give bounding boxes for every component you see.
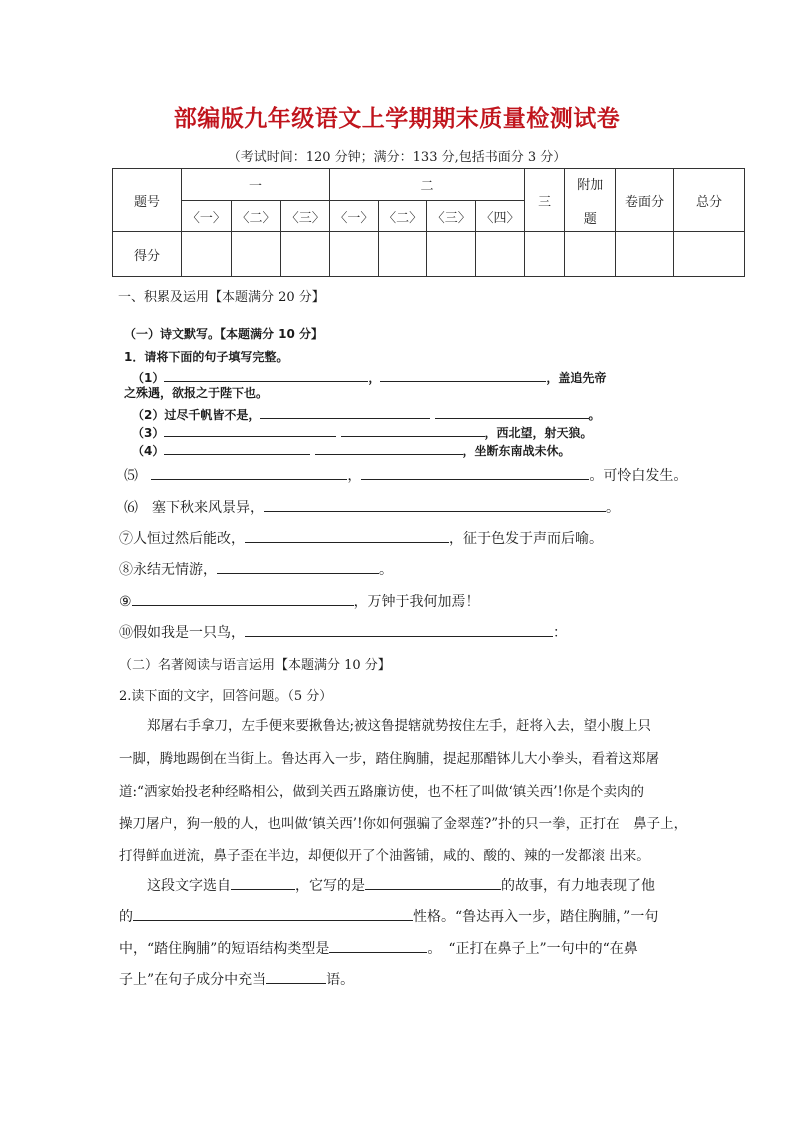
recite-line-7: ⑦人恒过然后能改， ，征于色发于声而后喻。 — [119, 527, 603, 548]
score-cell[interactable] — [281, 232, 330, 277]
question-one-prompt: 1．请将下面的句子填写完整。 — [124, 350, 289, 364]
answer-blank[interactable] — [315, 439, 463, 455]
score-cell[interactable] — [673, 232, 744, 277]
sub-header: 〈一〉 — [181, 201, 231, 232]
score-cell[interactable] — [330, 232, 379, 277]
score-cell[interactable] — [616, 232, 674, 277]
answer-blank[interactable] — [260, 403, 430, 419]
header-question-no: 题号 — [113, 169, 182, 232]
answer-blank[interactable] — [164, 439, 310, 455]
score-cell[interactable] — [524, 232, 565, 277]
page-title: 部编版九年级语文上学期期末质量检测试卷 — [173, 106, 621, 132]
answer-blank[interactable] — [164, 421, 336, 437]
score-cell[interactable] — [231, 232, 281, 277]
exam-info: （考试时间：120 分钟；满分：133 分,包括书面分 3 分） — [227, 150, 567, 165]
answer-blank[interactable] — [132, 590, 354, 606]
answer-blank[interactable] — [231, 874, 295, 890]
answer-blank[interactable] — [365, 874, 501, 890]
answer-blank[interactable] — [266, 968, 326, 984]
answer-blank[interactable] — [341, 421, 485, 437]
score-cell[interactable] — [427, 232, 476, 277]
sub-header: 〈三〉 — [281, 201, 330, 232]
passage-line: 一脚，腾地踢倒在当街上。鲁达再入一步，踏住胸脯，提起那醋钵儿大小拳头，看着这郑屠 — [119, 751, 659, 767]
passage-line: 郑屠右手拿刀，左手便来要揪鲁达;被这鲁提辖就势按住左手，赶将入去，望小腹上只 — [147, 718, 652, 734]
sub-header: 〈一〉 — [330, 201, 379, 232]
recite-line-1-cont: 之殊遇，欲报之于陛下也。 — [124, 386, 269, 400]
answer-blank[interactable] — [435, 403, 589, 419]
row-label-score: 得分 — [113, 232, 182, 277]
header-part-three: 三 — [524, 169, 565, 232]
recite-line-5: ⑸ ， 。可怜白发生。 — [124, 464, 687, 485]
part-two-heading: （二）名著阅读与语言运用【本题满分 10 分】 — [119, 658, 391, 673]
header-neatness: 卷面分 — [616, 169, 674, 232]
recite-line-2: （2）过尽千帆皆不是， 。 — [132, 403, 601, 423]
score-table — [112, 168, 745, 277]
recite-line-9: ⑨ ，万钟于我何加焉！ — [119, 590, 480, 611]
header-total: 总分 — [673, 169, 744, 232]
recite-line-1: （1） ， ，盖追先帝 — [132, 366, 606, 386]
score-cell[interactable] — [378, 232, 427, 277]
question-line-a: 这段文字选自 ，它写的是 的故事，有力地表现了他 — [147, 874, 655, 895]
answer-blank[interactable] — [329, 937, 427, 953]
question-line-b: 的 性格。“鲁达再入一步，踏住胸脯，”一句 — [119, 905, 658, 926]
part-one-heading: （一）诗文默写。【本题满分 10 分】 — [124, 327, 324, 341]
answer-blank[interactable] — [151, 464, 347, 480]
recite-line-6: ⑹ 塞下秋来风景异， 。 — [124, 496, 620, 517]
question-line-d: 子上”在句子成分中充当 语。 — [119, 968, 354, 989]
passage-line: 打得鲜血迸流，鼻子歪在半边，却便似开了个油酱铺，咸的、酸的、辣的一发都滚 出来。 — [119, 848, 650, 864]
passage-line: 操刀屠户，狗一般的人，也叫做‘镇关西’!你如何强骗了金翠莲?”扑的只一拳，正打在 鼻子上， — [119, 816, 688, 832]
recite-line-8: ⑧永结无情游， 。 — [119, 558, 393, 579]
sub-header: 〈二〉 — [231, 201, 281, 232]
recite-line-4: （4） ，坐断东南战未休。 — [132, 439, 571, 459]
score-cell[interactable] — [565, 232, 616, 277]
score-cell[interactable] — [476, 232, 525, 277]
sub-header: 〈三〉 — [427, 201, 476, 232]
answer-blank[interactable] — [245, 527, 449, 543]
header-bonus: 附加 题 — [565, 169, 616, 232]
answer-blank[interactable] — [245, 621, 553, 637]
sub-header: 〈二〉 — [378, 201, 427, 232]
passage-line: 道:“洒家始投老种经略相公，做到关西五路廉访使，也不枉了叫做‘镇关西’!你是个卖肉的 — [119, 784, 644, 800]
recite-line-3: （3） ，西北望，射天狼。 — [132, 421, 593, 441]
answer-blank[interactable] — [217, 558, 379, 574]
header-part-two: 二 — [330, 169, 525, 201]
section-one-heading: 一、积累及运用【本题满分 20 分】 — [118, 290, 325, 305]
question-two-prompt: 2.读下面的文字，回答问题。（5 分） — [119, 689, 333, 704]
recite-line-10: ⑩假如我是一只鸟， ： — [119, 621, 567, 642]
header-part-one: 一 — [181, 169, 329, 201]
score-cell[interactable] — [181, 232, 231, 277]
answer-blank[interactable] — [164, 366, 368, 382]
answer-blank[interactable] — [264, 496, 606, 512]
answer-blank[interactable] — [133, 905, 413, 921]
answer-blank[interactable] — [380, 366, 546, 382]
question-line-c: 中，“踏住胸脯”的短语结构类型是 。 “正打在鼻子上”一句中的“在鼻 — [119, 937, 638, 958]
answer-blank[interactable] — [361, 464, 589, 480]
sub-header: 〈四〉 — [476, 201, 525, 232]
